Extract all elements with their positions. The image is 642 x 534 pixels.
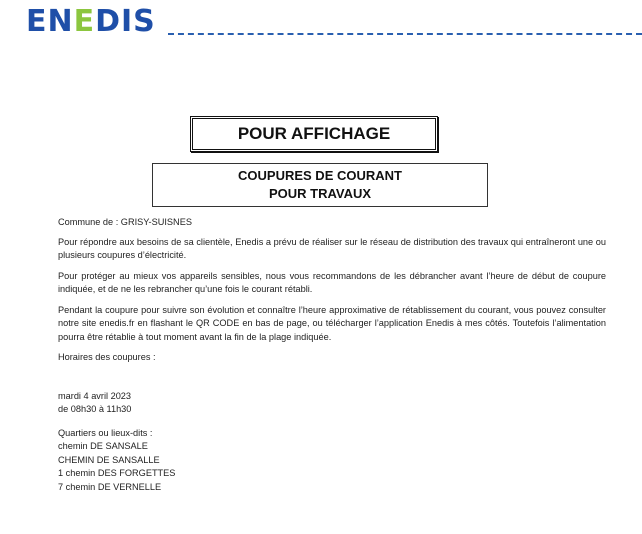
commune-line: Commune de : GRISY-SUISNES [58, 217, 192, 227]
coupures-subtitle-box [152, 163, 488, 207]
notice-body [58, 216, 606, 494]
subtitle-line-2: POUR TRAVAUX [268, 186, 372, 201]
quartier-item: 7 chemin DE VERNELLE [58, 481, 162, 492]
quartiers-block [58, 427, 606, 495]
schedule-time: de 08h30 à 11h30 [58, 404, 132, 414]
enedis-logo: ENEDIS [26, 4, 156, 39]
schedule-date: mardi 4 avril 2023 [58, 390, 132, 401]
horaires-label: Horaires des coupures : [58, 352, 156, 362]
subtitle-line-1: COUPURES DE COURANT [238, 168, 402, 183]
paragraph-protection: Pour protéger au mieux vos appareils sensibles, nous vous recommandons de les débrancher avant l’heure de début de coupure indiquée, et de ne les rebrancher qu’une fois le courant rétabli. [58, 270, 606, 294]
paragraph-suivi: Pendant la coupure pour suivre son évolution et connaître l’heure approximative de rétablissement du courant, vous pouvez consulter notre site enedis.fr en flashant le QR CODE en bas de page, ou télécharger l’application Enedis à mes côtés. Toutefois l’alimentation pourra être rétablie à tout moment avant la fin de la plage indiquée. [58, 304, 606, 342]
header-divider [168, 33, 642, 35]
quartier-item: chemin DE SANSALE [58, 441, 148, 451]
quartier-item: CHEMIN DE SANSALLE [58, 454, 160, 465]
paragraph-travaux: Pour répondre aux besoins de sa clientèle, Enedis a prévu de réaliser sur le réseau de distribution des travaux qui entraîneront une ou plusieurs coupures d’électricité. [58, 236, 606, 260]
quartier-item: 1 chemin DES FORGETTES [58, 468, 176, 478]
affichage-title-box [190, 116, 438, 152]
schedule-block [58, 390, 606, 417]
affichage-title: POUR AFFICHAGE [237, 124, 391, 143]
quartiers-label: Quartiers ou lieux-dits : [58, 427, 153, 438]
